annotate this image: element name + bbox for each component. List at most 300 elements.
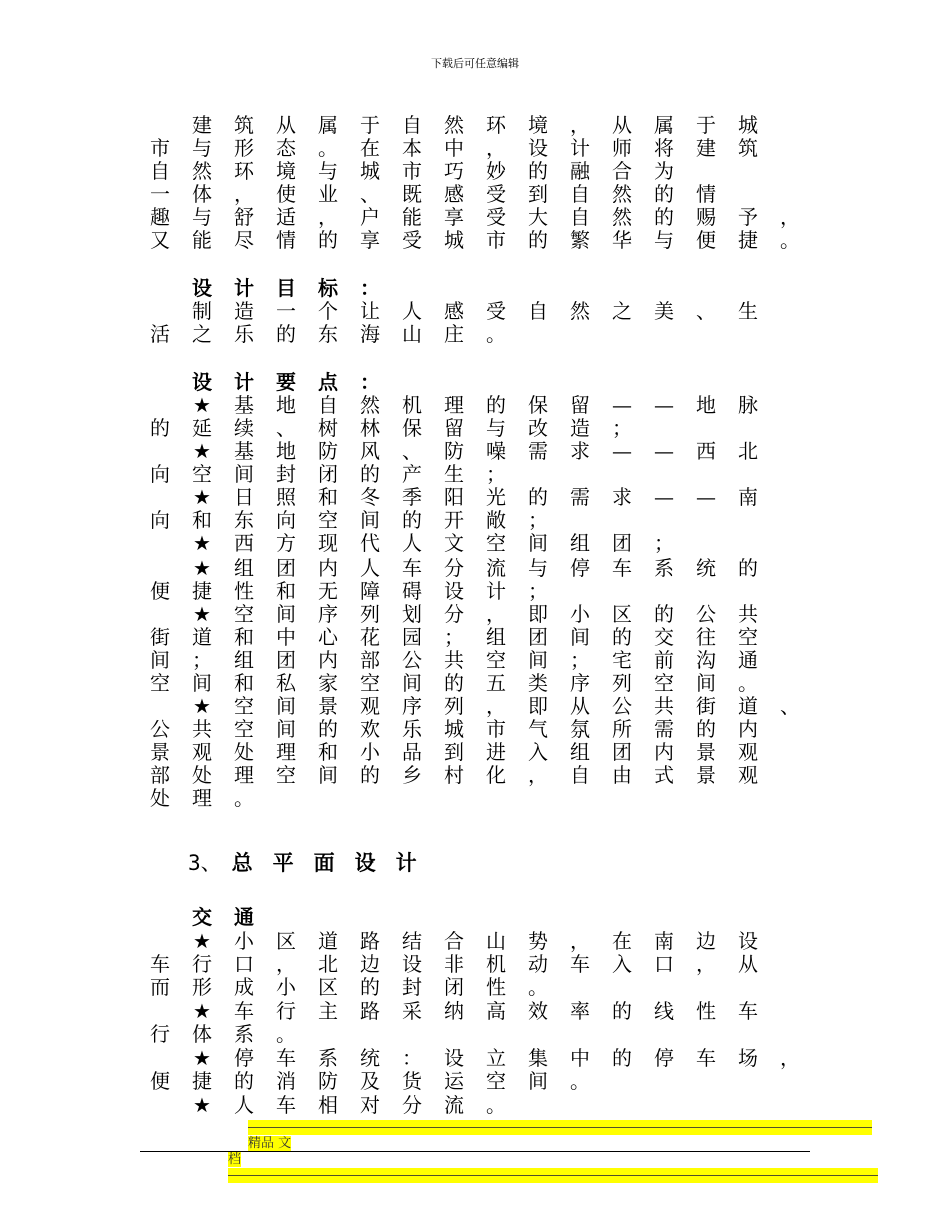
text-char: 空 <box>234 717 254 741</box>
text-char: 的 <box>360 462 380 486</box>
text-char: 区 <box>612 602 632 626</box>
text-char: 采 <box>402 999 422 1023</box>
text-char: 势 <box>528 929 548 953</box>
text-char: 自 <box>402 113 422 137</box>
text-char: 效 <box>528 999 548 1023</box>
text-char: 向 <box>150 462 170 486</box>
text-char: 景 <box>318 694 338 718</box>
text-char: 氛 <box>570 717 590 741</box>
text-char: 气 <box>528 717 548 741</box>
text-char: 人 <box>234 1093 254 1117</box>
text-char: ， <box>276 952 296 976</box>
text-char: 共 <box>738 602 758 626</box>
text-char: 和 <box>192 508 212 532</box>
text-char: 捷 <box>192 579 212 603</box>
text-char: 城 <box>360 159 380 183</box>
text-char: 业 <box>318 182 338 206</box>
text-char: 内 <box>318 648 338 672</box>
text-char: 林 <box>360 416 380 440</box>
text-char: 北 <box>738 439 758 463</box>
text-char: 既 <box>402 182 422 206</box>
text-char: 光 <box>486 485 506 509</box>
text-char: 障 <box>360 579 380 603</box>
text-char: 设 <box>192 276 212 300</box>
text-char: 分 <box>444 602 464 626</box>
text-char: 能 <box>192 228 212 252</box>
text-char: 捷 <box>192 1069 212 1093</box>
text-char: 乡 <box>402 763 422 787</box>
text-char: 机 <box>486 952 506 976</box>
text-char: 日 <box>234 485 254 509</box>
text-char: 计 <box>234 370 254 394</box>
text-char: 车 <box>612 556 632 580</box>
text-char: 捷 <box>738 228 758 252</box>
text-char: 结 <box>402 929 422 953</box>
text-char: 自 <box>528 299 548 323</box>
text-char: 团 <box>276 556 296 580</box>
text-char: 形 <box>192 975 212 999</box>
text-char: ： <box>402 1046 422 1070</box>
text-char: 留 <box>570 393 590 417</box>
text-char: 风 <box>360 439 380 463</box>
text-char: 消 <box>276 1069 296 1093</box>
text-char: 与 <box>654 228 674 252</box>
text-char: 防 <box>318 1069 338 1093</box>
text-char: 西 <box>696 439 716 463</box>
text-char: 集 <box>528 1046 548 1070</box>
text-char: 美 <box>654 299 674 323</box>
text-char: 适 <box>276 205 296 229</box>
text-char: 行 <box>276 999 296 1023</box>
text-char: 与 <box>528 556 548 580</box>
text-char: 基 <box>234 393 254 417</box>
text-char: 化 <box>486 763 506 787</box>
text-char: 便 <box>696 228 716 252</box>
text-char: 的 <box>486 393 506 417</box>
text-char: 筑 <box>738 136 758 160</box>
text-char: 然 <box>444 113 464 137</box>
text-char: 点 <box>318 370 338 394</box>
text-char: 分 <box>402 1093 422 1117</box>
text-char: 流 <box>486 556 506 580</box>
text-char: 。 <box>738 671 758 695</box>
text-char: 到 <box>528 182 548 206</box>
text-char: 舒 <box>234 205 254 229</box>
text-char: 、 <box>696 299 716 323</box>
text-char: 观 <box>738 740 758 764</box>
text-char: ， <box>486 694 506 718</box>
text-char: 对 <box>360 1093 380 1117</box>
text-char: 理 <box>444 393 464 417</box>
text-char: 自 <box>570 182 590 206</box>
text-char: 的 <box>528 228 548 252</box>
text-char: 公 <box>150 717 170 741</box>
text-char: 车 <box>276 1093 296 1117</box>
text-char: 空 <box>150 671 170 695</box>
text-char: 无 <box>318 579 338 603</box>
text-char: 共 <box>654 694 674 718</box>
text-char: 代 <box>360 531 380 555</box>
text-char: 理 <box>234 763 254 787</box>
text-char: 从 <box>570 694 590 718</box>
text-char: ★ <box>193 439 211 463</box>
text-char: 树 <box>318 416 338 440</box>
text-char: 和 <box>318 485 338 509</box>
text-char: 脉 <box>738 393 758 417</box>
text-char: 造 <box>570 416 590 440</box>
text-char: ★ <box>193 999 211 1023</box>
text-char: 街 <box>696 694 716 718</box>
text-char: 品 <box>402 740 422 764</box>
text-char: 理 <box>192 786 212 810</box>
text-char: ， <box>780 1046 800 1070</box>
text-char: 和 <box>234 625 254 649</box>
text-char: 停 <box>570 556 590 580</box>
text-char: 方 <box>276 531 296 555</box>
text-char: 间 <box>276 694 296 718</box>
text-char: 保 <box>528 393 548 417</box>
page-header: 下载后可任意编辑 <box>431 57 519 70</box>
text-char: 在 <box>612 929 632 953</box>
text-char: 建 <box>696 136 716 160</box>
text-char: 系 <box>234 1022 254 1046</box>
text-char: 交 <box>654 625 674 649</box>
text-char: 。 <box>486 322 506 346</box>
text-char: 的 <box>528 159 548 183</box>
text-char: 车 <box>234 999 254 1023</box>
text-char: 、 <box>402 439 422 463</box>
text-char: 计 <box>486 579 506 603</box>
text-char: 系 <box>654 556 674 580</box>
text-char: 地 <box>696 393 716 417</box>
text-char: 续 <box>234 416 254 440</box>
text-char: 设 <box>192 370 212 394</box>
text-char: 入 <box>612 952 632 976</box>
text-char: ★ <box>193 531 211 555</box>
text-char: 形 <box>234 136 254 160</box>
text-char: 间 <box>696 671 716 695</box>
text-char: 所 <box>612 717 632 741</box>
text-char: 的 <box>612 999 632 1023</box>
text-char: 空 <box>192 462 212 486</box>
text-char: 立 <box>486 1046 506 1070</box>
text-char: 往 <box>696 625 716 649</box>
text-char: 空 <box>738 625 758 649</box>
text-char: 花 <box>360 625 380 649</box>
text-char: 。 <box>486 1093 506 1117</box>
text-char: 保 <box>402 416 422 440</box>
text-char: 即 <box>528 694 548 718</box>
text-char: 趣 <box>150 205 170 229</box>
text-char: 自 <box>570 763 590 787</box>
text-char: — <box>612 439 632 463</box>
text-char: 海 <box>360 322 380 346</box>
text-char: 公 <box>612 694 632 718</box>
text-char: 师 <box>612 136 632 160</box>
text-char: 本 <box>402 136 422 160</box>
text-char: 间 <box>192 671 212 695</box>
text-char: 受 <box>486 299 506 323</box>
text-char: 在 <box>360 136 380 160</box>
text-char: 求 <box>570 439 590 463</box>
text-char: 现 <box>318 531 338 555</box>
text-char: ★ <box>193 485 211 509</box>
text-char: 情 <box>276 228 296 252</box>
text-char: ； <box>612 416 632 440</box>
text-char: 的 <box>612 1046 632 1070</box>
text-char: 车 <box>150 952 170 976</box>
text-char: ， <box>696 952 716 976</box>
text-char: 划 <box>402 602 422 626</box>
text-char: 性 <box>486 975 506 999</box>
text-char: 间 <box>276 602 296 626</box>
text-char: 需 <box>654 717 674 741</box>
text-char: 及 <box>360 1069 380 1093</box>
text-char: 城 <box>444 717 464 741</box>
text-char: 通 <box>234 905 254 929</box>
footer-text-1: 精品 文 <box>248 1136 292 1151</box>
text-char: 列 <box>444 694 464 718</box>
text-char: 需 <box>528 439 548 463</box>
text-char: 人 <box>402 299 422 323</box>
text-char: 自 <box>318 393 338 417</box>
section-number: 3、 <box>188 851 222 875</box>
text-char: 小 <box>360 740 380 764</box>
text-char: 交 <box>192 905 212 929</box>
text-char: 列 <box>612 671 632 695</box>
text-char: 、 <box>780 694 800 718</box>
text-char: 欢 <box>360 717 380 741</box>
text-char: 运 <box>444 1069 464 1093</box>
text-char: 南 <box>654 929 674 953</box>
section-3-heading <box>188 847 437 877</box>
text-char: 的 <box>444 671 464 695</box>
text-char: ； <box>528 579 548 603</box>
text-char: 阳 <box>444 485 464 509</box>
section-title: 总平面设计 <box>231 850 437 875</box>
text-char: 华 <box>612 228 632 252</box>
text-char: 融 <box>570 159 590 183</box>
text-char: 人 <box>402 531 422 555</box>
text-char: 道 <box>192 625 212 649</box>
text-char: 、 <box>276 416 296 440</box>
footer-text-2: 档 <box>228 1152 242 1167</box>
text-char: 家 <box>318 671 338 695</box>
text-char: 乐 <box>234 322 254 346</box>
text-char: ； <box>444 625 464 649</box>
text-char: 公 <box>696 602 716 626</box>
text-char: 人 <box>360 556 380 580</box>
text-char: 性 <box>234 579 254 603</box>
text-char: 的 <box>234 1069 254 1093</box>
text-char: 享 <box>360 228 380 252</box>
text-char: — <box>654 393 674 417</box>
text-char: 货 <box>402 1069 422 1093</box>
text-char: 的 <box>360 763 380 787</box>
text-char: 山 <box>402 322 422 346</box>
text-char: 系 <box>318 1046 338 1070</box>
text-char: 率 <box>570 999 590 1023</box>
text-char: 空 <box>486 531 506 555</box>
text-char: 南 <box>738 485 758 509</box>
text-char: 入 <box>528 740 548 764</box>
text-char: 一 <box>276 299 296 323</box>
text-char: 环 <box>486 113 506 137</box>
text-char: 车 <box>402 556 422 580</box>
text-char: 团 <box>612 740 632 764</box>
text-char: 路 <box>360 999 380 1023</box>
text-char: 相 <box>318 1093 338 1117</box>
text-char: 活 <box>150 322 170 346</box>
text-char: 间 <box>528 1069 548 1093</box>
text-char: 将 <box>654 136 674 160</box>
text-char: 机 <box>402 393 422 417</box>
text-char: 让 <box>360 299 380 323</box>
text-char: ， <box>486 136 506 160</box>
text-char: 的 <box>276 322 296 346</box>
text-char: 到 <box>444 740 464 764</box>
text-char: 闭 <box>318 462 338 486</box>
text-char: 的 <box>738 556 758 580</box>
text-char: 统 <box>696 556 716 580</box>
text-char: 五 <box>486 671 506 695</box>
text-char: 市 <box>150 136 170 160</box>
text-char: 市 <box>486 228 506 252</box>
text-char: 文 <box>444 531 464 555</box>
text-char: 东 <box>318 322 338 346</box>
text-char: 空 <box>486 648 506 672</box>
text-char: 防 <box>318 439 338 463</box>
text-char: 体 <box>192 182 212 206</box>
text-char: ； <box>654 531 674 555</box>
footer-watermark <box>228 1120 878 1184</box>
text-char: 碍 <box>402 579 422 603</box>
text-char: 受 <box>486 182 506 206</box>
text-char: 间 <box>528 531 548 555</box>
text-char: 组 <box>486 625 506 649</box>
text-char: 合 <box>612 159 632 183</box>
text-char: 然 <box>570 299 590 323</box>
text-char: 的 <box>318 228 338 252</box>
text-char: 与 <box>192 136 212 160</box>
text-char: ★ <box>193 393 211 417</box>
text-char: 非 <box>444 952 464 976</box>
text-char: 改 <box>528 416 548 440</box>
text-char: ， <box>318 205 338 229</box>
text-char: 中 <box>276 625 296 649</box>
text-char: 停 <box>654 1046 674 1070</box>
text-char: 内 <box>318 556 338 580</box>
text-char: 的 <box>402 508 422 532</box>
text-char: 环 <box>234 159 254 183</box>
text-char: 之 <box>192 322 212 346</box>
text-char: 路 <box>360 929 380 953</box>
text-char: 组 <box>234 648 254 672</box>
text-char: 空 <box>360 671 380 695</box>
text-char: 序 <box>570 671 590 695</box>
text-char: 便 <box>150 579 170 603</box>
text-char: 与 <box>318 159 338 183</box>
text-char: 的 <box>528 485 548 509</box>
text-char: 边 <box>696 929 716 953</box>
text-char: 合 <box>444 929 464 953</box>
text-char: 共 <box>192 717 212 741</box>
text-char: — <box>696 485 716 509</box>
text-char: 态 <box>276 136 296 160</box>
text-char: 中 <box>570 1046 590 1070</box>
text-char: 的 <box>318 717 338 741</box>
text-char: 境 <box>276 159 296 183</box>
text-char: 自 <box>570 205 590 229</box>
text-char: 然 <box>612 205 632 229</box>
text-char: 道 <box>738 694 758 718</box>
text-char: 车 <box>738 999 758 1023</box>
text-char: 高 <box>486 999 506 1023</box>
text-char: 部 <box>360 648 380 672</box>
text-char: 景 <box>150 740 170 764</box>
text-char: 列 <box>360 602 380 626</box>
text-char: 能 <box>402 205 422 229</box>
text-char: 户 <box>360 205 380 229</box>
bottom-rule <box>140 1151 810 1152</box>
text-char: 间 <box>150 648 170 672</box>
text-char: 北 <box>318 952 338 976</box>
text-char: 组 <box>570 531 590 555</box>
text-char: 团 <box>528 625 548 649</box>
text-char: 间 <box>234 462 254 486</box>
text-char: 。 <box>318 136 338 160</box>
text-char: ， <box>570 113 590 137</box>
text-char: 而 <box>150 975 170 999</box>
text-char: 与 <box>486 416 506 440</box>
text-char: 车 <box>696 1046 716 1070</box>
text-char: 属 <box>654 113 674 137</box>
text-char: 受 <box>402 228 422 252</box>
text-char: 团 <box>612 531 632 555</box>
text-char: 序 <box>318 602 338 626</box>
text-char: 设 <box>402 952 422 976</box>
text-char: 的 <box>654 182 674 206</box>
text-char: 内 <box>738 717 758 741</box>
text-char: 组 <box>570 740 590 764</box>
text-char: 由 <box>612 763 632 787</box>
text-char: ★ <box>193 1046 211 1070</box>
text-char: 筑 <box>234 113 254 137</box>
text-char: 观 <box>360 694 380 718</box>
text-char: 庄 <box>444 322 464 346</box>
text-char: 山 <box>486 929 506 953</box>
text-char: 。 <box>780 228 800 252</box>
text-char: 沟 <box>696 648 716 672</box>
text-char: 东 <box>234 508 254 532</box>
text-char: 小 <box>276 975 296 999</box>
text-char: 道 <box>318 929 338 953</box>
text-char: 设 <box>444 1046 464 1070</box>
text-char: ★ <box>193 929 211 953</box>
text-char: 冬 <box>360 485 380 509</box>
text-char: ★ <box>193 694 211 718</box>
text-char: ★ <box>193 1093 211 1117</box>
text-char: 观 <box>738 763 758 787</box>
text-char: 造 <box>234 299 254 323</box>
text-char: 村 <box>444 763 464 787</box>
text-char: 地 <box>276 393 296 417</box>
text-char: 私 <box>276 671 296 695</box>
text-char: 理 <box>276 740 296 764</box>
text-char: 享 <box>444 205 464 229</box>
text-char: 感 <box>444 299 464 323</box>
text-char: 、 <box>360 182 380 206</box>
